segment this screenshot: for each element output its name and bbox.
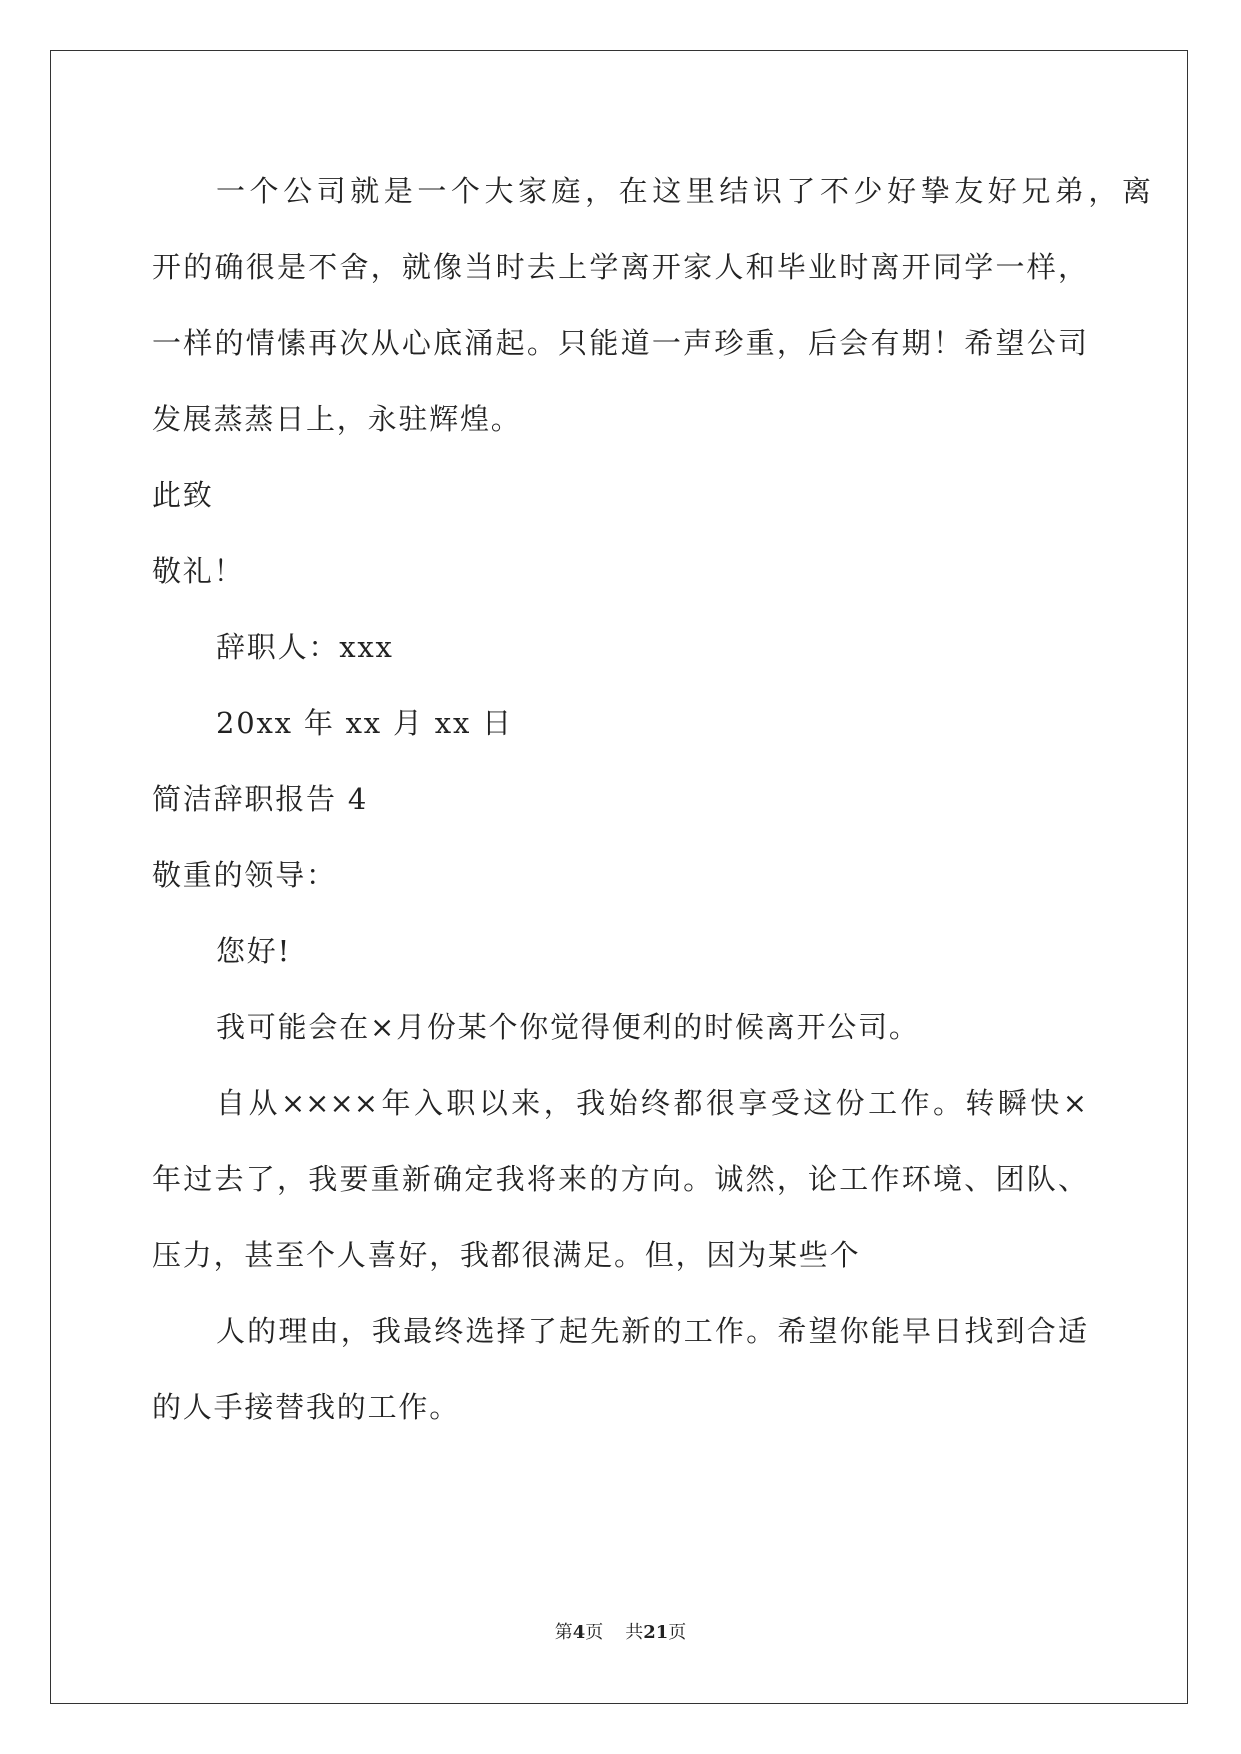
- paragraph-line: 我可能会在×月份某个你觉得便利的时候离开公司。: [216, 1010, 920, 1044]
- footer-page-suffix: 页: [585, 1622, 604, 1643]
- paragraph-line: 人的理由，我最终选择了起先新的工作。希望你能早日找到合适: [216, 1314, 1087, 1348]
- paragraph-line: 压力，甚至个人喜好，我都很满足。但，因为某些个: [152, 1238, 861, 1272]
- footer-total-suffix: 页: [668, 1622, 687, 1643]
- paragraph-line: 自从××××年入职以来，我始终都很享受这份工作。转瞬快×: [216, 1086, 1087, 1120]
- section-title: 简洁辞职报告 4: [152, 782, 369, 816]
- paragraph-line: 年过去了，我要重新确定我将来的方向。诚然，论工作环境、团队、: [152, 1162, 1087, 1196]
- footer-total-prefix: 共: [625, 1622, 644, 1643]
- total-page-count: 21: [643, 1622, 669, 1643]
- current-page-number: 4: [572, 1622, 586, 1643]
- paragraph-line: 的人手接替我的工作。: [152, 1390, 461, 1424]
- signer: 辞职人：xxx: [216, 630, 394, 664]
- closing-regards: 敬礼！: [152, 554, 245, 588]
- paragraph-line: 开的确很是不舍，就像当时去上学离开家人和毕业时离开同学一样，: [152, 250, 1087, 284]
- closing-salutation: 此致: [152, 478, 214, 512]
- date-line: 20xx 年 xx 月 xx 日: [216, 706, 513, 740]
- footer-prefix: 第: [554, 1622, 573, 1643]
- greeting-recipient: 敬重的领导：: [152, 858, 337, 892]
- paragraph-line: 一样的情愫再次从心底涌起。只能道一声珍重，后会有期！希望公司: [152, 326, 1087, 360]
- greeting: 您好!: [216, 934, 292, 968]
- paragraph-line: 一个公司就是一个大家庭，在这里结识了不少好挚友好兄弟，离: [216, 174, 1151, 208]
- page-footer: [0, 1621, 1241, 1645]
- paragraph-line: 发展蒸蒸日上，永驻辉煌。: [152, 402, 522, 436]
